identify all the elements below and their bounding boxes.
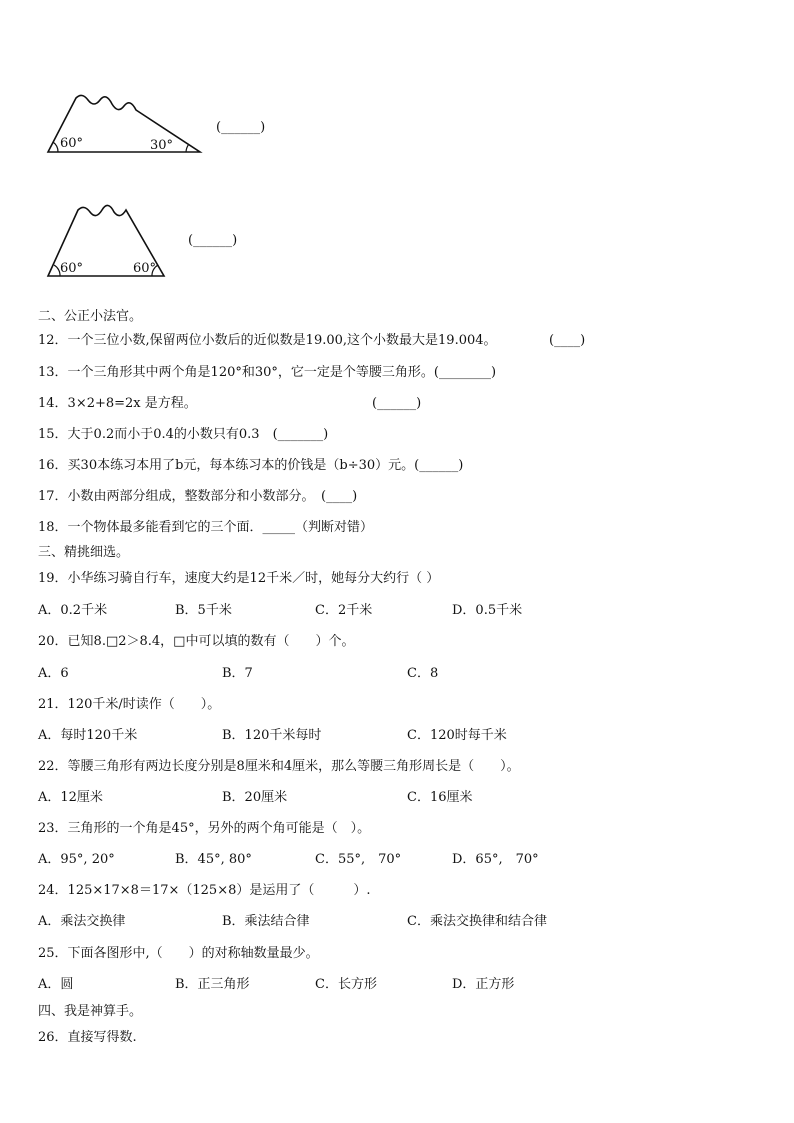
figure-triangle-60-30	[40, 88, 210, 158]
option-b[interactable]: B．乘法结合律	[222, 914, 310, 929]
question-22: 22．等腰三角形有两边长度分别是8厘米和4厘米，那么等腰三角形周长是（ ）。	[38, 759, 520, 774]
option-b[interactable]: B．正三角形	[175, 977, 250, 992]
option-b[interactable]: B．20厘米	[222, 790, 288, 805]
figure-1-answer-blank[interactable]: (______)	[216, 120, 266, 135]
question-25-options	[38, 977, 758, 993]
section-heading-true-false: 二、公正小法官。	[38, 309, 143, 324]
option-b[interactable]: B．45°, 80°	[175, 852, 252, 867]
option-c[interactable]: C．2千米	[315, 603, 373, 618]
option-c[interactable]: C．55°, 70°	[315, 852, 402, 867]
option-a[interactable]: A．圆	[38, 977, 74, 992]
section-heading-calculation: 四、我是神算手。	[38, 1004, 143, 1019]
question-12	[38, 333, 497, 349]
angle-left-label: 60°	[60, 136, 84, 151]
question-17: 17．小数由两部分组成，整数部分和小数部分。 (____)	[38, 489, 358, 504]
section-heading-multiple-choice: 三、精挑细选。	[38, 545, 130, 560]
figure-triangle-60-60	[40, 198, 170, 280]
triangle-drawing	[40, 198, 170, 280]
option-b[interactable]: B．5千米	[175, 603, 232, 618]
question-26: 26．直接写得数.	[38, 1030, 137, 1045]
question-13: 13．一个三角形其中两个角是120°和30°，它一定是个等腰三角形。(________)	[38, 365, 497, 380]
question-19-options	[38, 603, 758, 619]
question-24: 24．125×17×8＝17×（125×8）是运用了（ ）.	[38, 883, 371, 898]
question-12-answer-blank[interactable]: (____)	[549, 333, 586, 348]
question-18: 18．一个物体最多能看到它的三个面．_____（判断对错）	[38, 520, 374, 535]
question-20: 20．已知8.□2＞8.4，□中可以填的数有（ ）个。	[38, 634, 355, 649]
option-a[interactable]: A．每时120千米	[38, 728, 138, 743]
option-a[interactable]: A．0.2千米	[38, 603, 108, 618]
option-a[interactable]: A．12厘米	[38, 790, 103, 805]
option-b[interactable]: B．7	[222, 666, 253, 681]
question-19: 19．小华练习骑自行车，速度大约是12千米／时，她每分大约行（ ）	[38, 571, 440, 586]
angle-right-label: 30°	[150, 138, 174, 153]
question-23-options	[38, 852, 758, 868]
question-14	[38, 396, 197, 412]
question-20-options	[38, 666, 758, 682]
angle-left-label: 60°	[60, 261, 84, 276]
question-23: 23．三角形的一个角是45°，另外的两个角可能是（ ）。	[38, 821, 371, 836]
question-text: 14．3×2+8=2x 是方程。	[38, 396, 197, 411]
question-16: 16．买30本练习本用了b元，每本练习本的价钱是（b÷30）元。(______)	[38, 458, 464, 473]
question-21-options	[38, 728, 758, 744]
option-c[interactable]: C．120时每千米	[407, 728, 507, 743]
option-b[interactable]: B．120千米每时	[222, 728, 322, 743]
question-15: 15．大于0.2而小于0.4的小数只有0.3 (_______)	[38, 427, 329, 442]
option-d[interactable]: D．正方形	[452, 977, 515, 992]
option-d[interactable]: D．0.5千米	[452, 603, 523, 618]
option-c[interactable]: C．乘法交换律和结合律	[407, 914, 547, 929]
question-21: 21．120千米/时读作（ ）。	[38, 697, 221, 712]
triangle-drawing	[40, 88, 210, 158]
option-a[interactable]: A．95°, 20°	[38, 852, 115, 867]
option-d[interactable]: D．65°, 70°	[452, 852, 539, 867]
option-c[interactable]: C．8	[407, 666, 439, 681]
angle-right-label: 60°	[133, 261, 157, 276]
figure-2-answer-blank[interactable]: (______)	[188, 233, 238, 248]
question-22-options	[38, 790, 758, 806]
option-a[interactable]: A．6	[38, 666, 69, 681]
option-c[interactable]: C．长方形	[315, 977, 377, 992]
option-a[interactable]: A．乘法交换律	[38, 914, 126, 929]
question-14-answer-blank[interactable]: (______)	[372, 396, 422, 411]
question-25: 25．下面各图形中,（ ）的对称轴数量最少。	[38, 946, 319, 961]
question-24-options	[38, 914, 758, 930]
option-c[interactable]: C．16厘米	[407, 790, 473, 805]
question-text: 12．一个三位小数,保留两位小数后的近似数是19.00,这个小数最大是19.004。	[38, 333, 497, 348]
